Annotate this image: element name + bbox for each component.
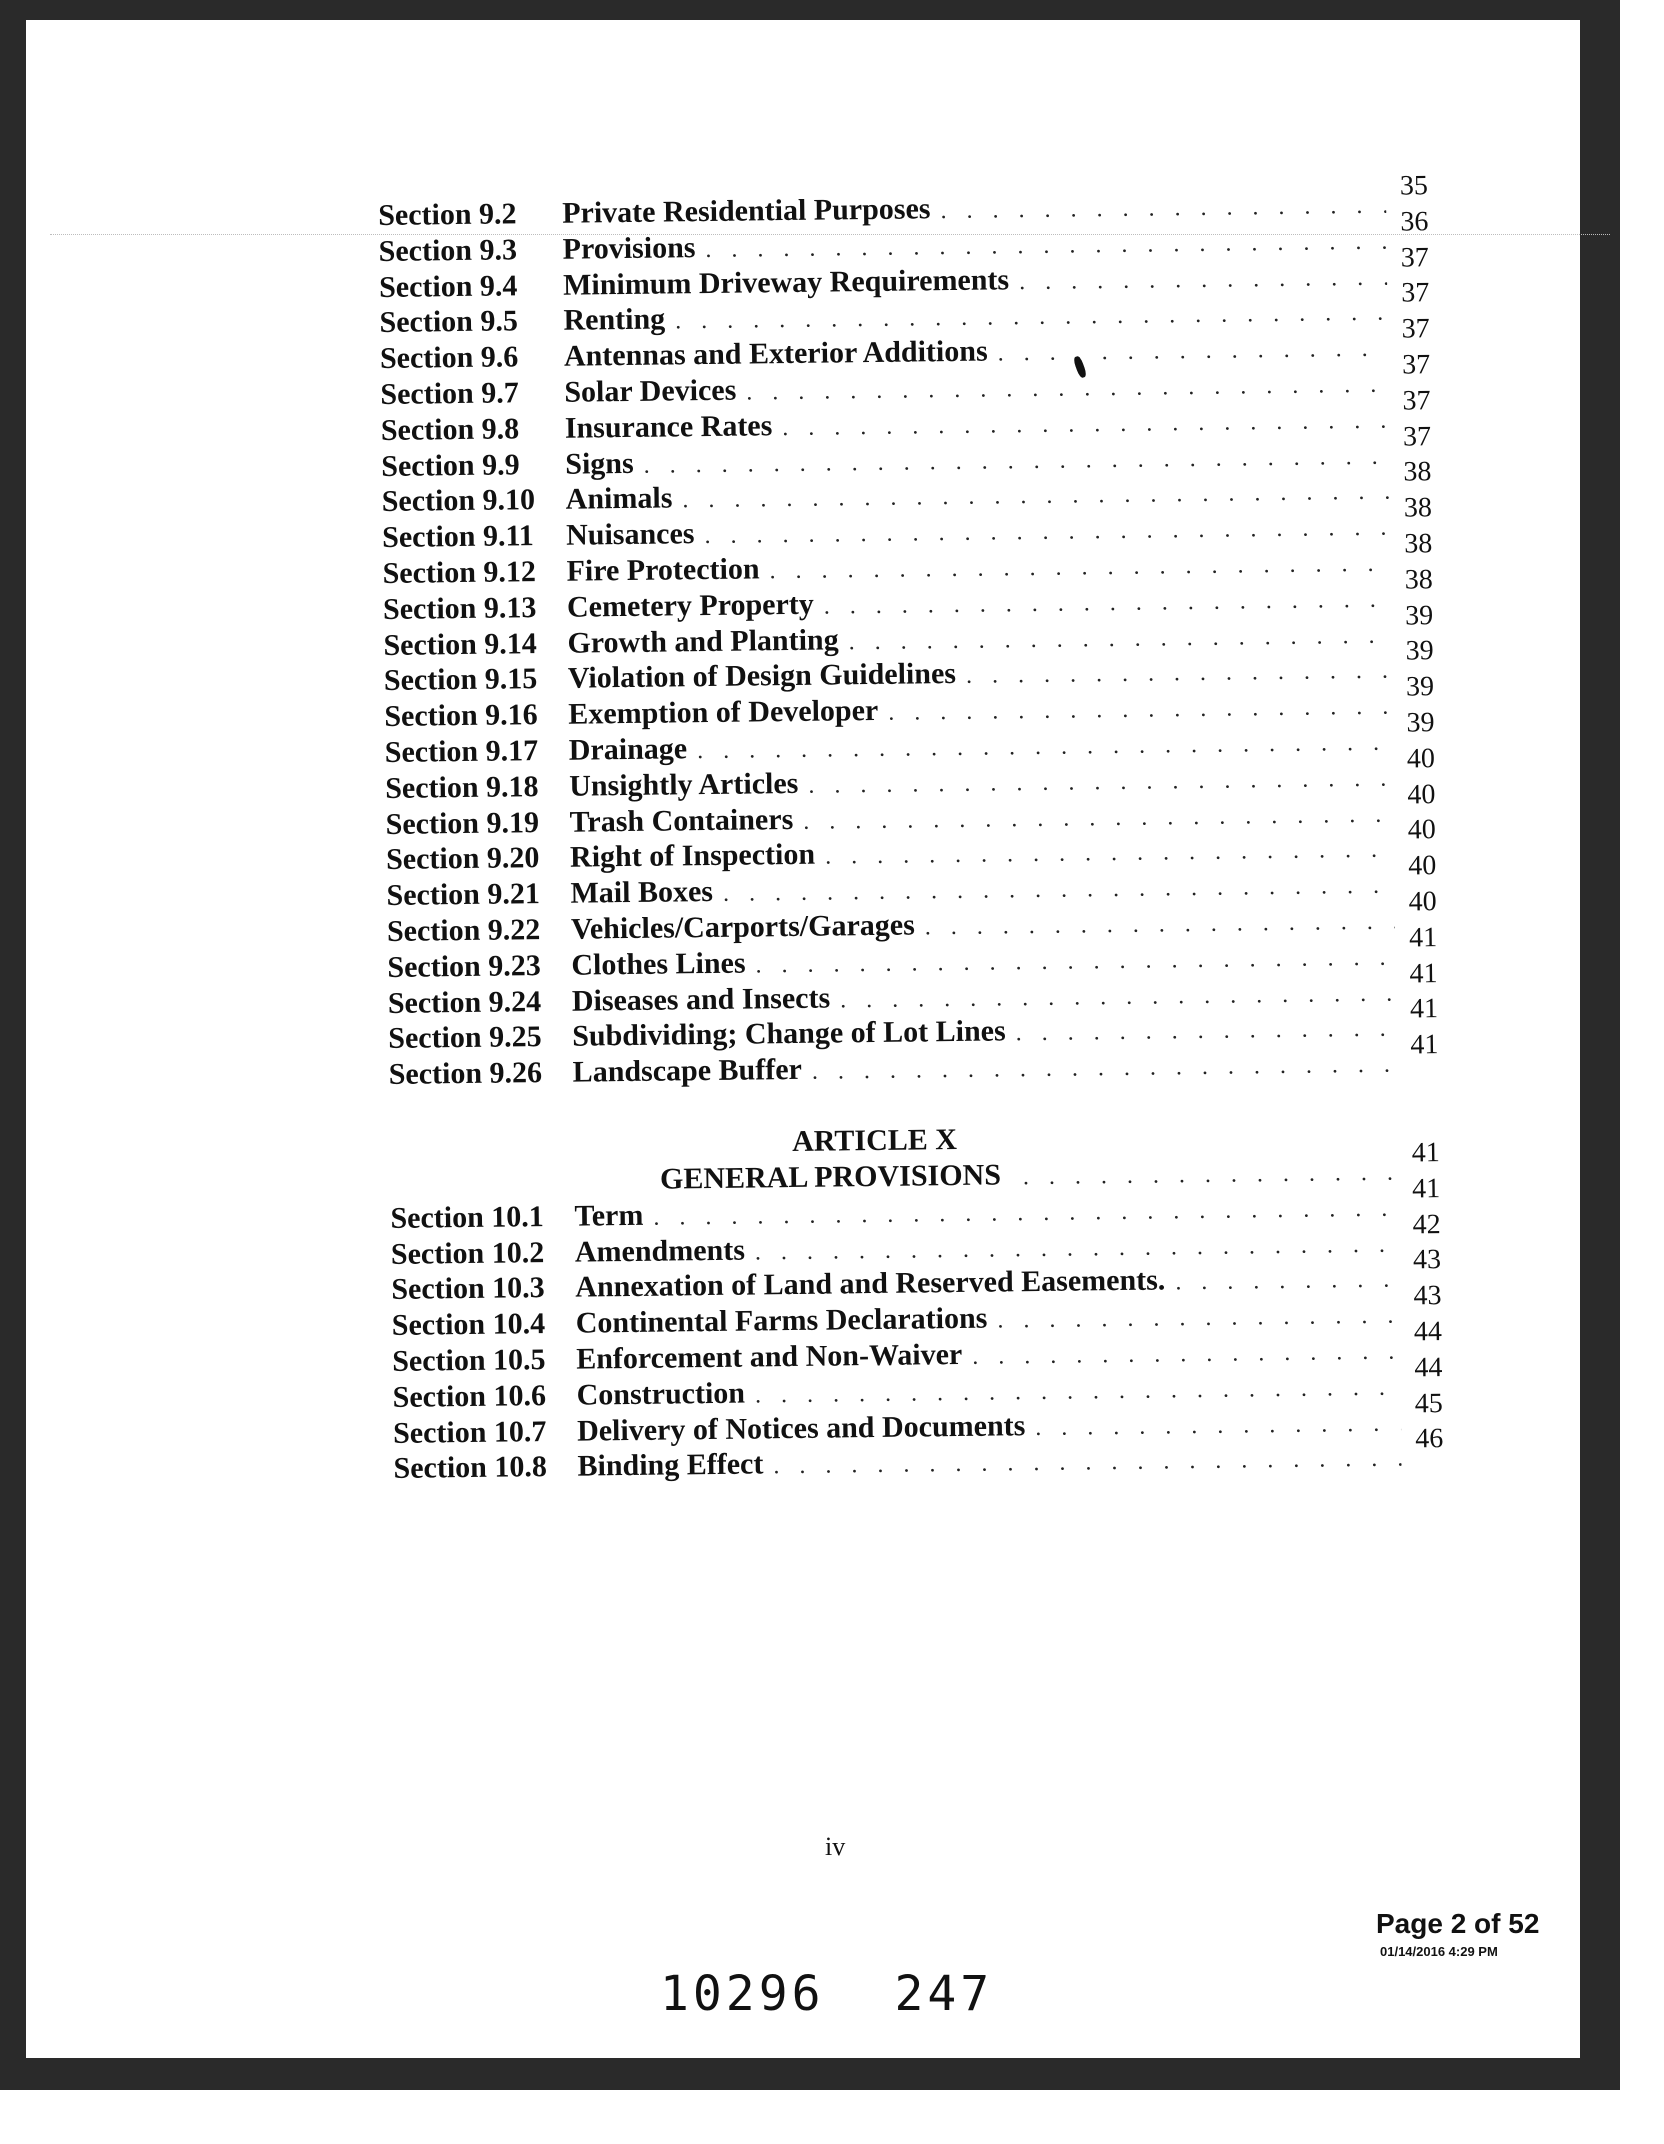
toc-section-number: Section 9.8: [380, 412, 520, 447]
toc-section-number: Section 9.15: [383, 662, 538, 698]
toc-section-title: Delivery of Notices and Documents: [576, 1408, 1026, 1448]
toc-section-title: Solar Devices: [564, 373, 737, 409]
toc-page-number: 38: [1404, 563, 1433, 596]
toc-section-title: Private Residential Purposes: [561, 192, 931, 230]
toc-section-number: Section 9.9: [381, 447, 520, 483]
scan-border-right: [1580, 0, 1620, 2090]
page-count-stamp: Page 2 of 52: [1376, 1908, 1540, 1939]
scan-border-top: [0, 0, 1620, 20]
toc-section-number: Section 9.10: [381, 483, 536, 519]
toc-section-number: Section 9.7: [380, 376, 519, 411]
toc-section-title: Signs: [565, 446, 634, 481]
toc-section-title: Antennas and Exterior Additions: [563, 334, 988, 373]
toc-section-number: Section 9.13: [382, 590, 537, 626]
toc-page-number: 45: [1414, 1387, 1443, 1419]
toc-page-number: 37: [1401, 313, 1430, 345]
toc-page-number: 41: [1411, 1137, 1440, 1169]
toc-page-number: 43: [1413, 1280, 1442, 1312]
scan-border-left: [0, 0, 26, 2090]
toc-section-title: Binding Effect: [577, 1447, 764, 1483]
toc-page-number: 39: [1406, 707, 1435, 739]
stamp-datetime: 01/14/2016 4:29 PM: [1380, 1944, 1498, 1959]
toc-page-number: 39: [1405, 635, 1434, 667]
article-title: GENERAL PROVISIONS: [659, 1158, 1002, 1196]
toc-section-title: Cemetery Property: [566, 587, 815, 624]
toc-section-number: Section 10.1: [390, 1199, 544, 1235]
toc-page-number: 44: [1413, 1315, 1443, 1348]
toc-section-title: Unsightly Articles: [568, 766, 799, 803]
toc-section-number: Section 9.26: [388, 1056, 543, 1092]
toc-section-number: Section 9.19: [385, 805, 540, 841]
toc-section-title: Fire Protection: [566, 552, 760, 588]
toc-section-title: Mail Boxes: [570, 875, 714, 910]
article-heading: ARTICLE X: [791, 1122, 958, 1158]
toc-section-number: Section 10.3: [391, 1271, 545, 1307]
toc-section-number: Section 9.24: [387, 984, 542, 1020]
toc-section-number: Section 9.21: [386, 877, 541, 913]
toc-section-number: Section 9.18: [385, 769, 539, 805]
toc-page-number: 43: [1412, 1244, 1442, 1276]
toc-section-title: Vehicles/Carports/Garages: [570, 908, 915, 946]
book-number: 10296: [660, 1966, 825, 2022]
toc-page-number: 41: [1411, 1172, 1441, 1205]
toc-page-number: 40: [1408, 886, 1437, 918]
toc-page-number: 41: [1409, 957, 1438, 989]
toc-page-number: 37: [1401, 349, 1431, 381]
toc-section-title: Diseases and Insects: [571, 981, 831, 1018]
toc-page-number: 41: [1409, 993, 1439, 1025]
toc-page-number: 39: [1405, 671, 1435, 703]
toc-section-number: Section 10.8: [393, 1450, 548, 1486]
toc-article-ix-sections: [378, 170, 1439, 1093]
toc-section-number: Section 9.5: [379, 304, 519, 340]
toc-page-number: 40: [1407, 814, 1436, 846]
toc-page-number: 42: [1412, 1208, 1441, 1240]
toc-section-number: Section 9.25: [388, 1020, 542, 1056]
toc-section-title: Right of Inspection: [569, 838, 816, 875]
leader-dots: [972, 1335, 1400, 1376]
toc-section-title: Amendments: [574, 1233, 746, 1269]
toc-section-number: Section 9.23: [387, 948, 541, 984]
leader-dots: [1023, 1156, 1398, 1196]
leader-dots: [1035, 1406, 1401, 1446]
toc-section-title: Violation of Design Guidelines: [567, 657, 957, 696]
leader-dots: [1016, 1012, 1397, 1052]
toc-page-number: 46: [1415, 1423, 1444, 1455]
leader-dots: [925, 905, 1396, 947]
toc-section-number: Section 9.16: [384, 698, 538, 734]
toc-section-number: Section 9.17: [384, 734, 539, 769]
toc-section-number: Section 10.6: [392, 1378, 547, 1414]
toc-section-title: Minimum Driveway Requirements: [562, 262, 1010, 302]
toc-section-number: Section 10.7: [392, 1414, 547, 1450]
table-of-contents: [378, 170, 1444, 1487]
toc-section-title: Construction: [576, 1376, 746, 1412]
toc-section-title: Term: [574, 1198, 644, 1233]
toc-page-number: 44: [1414, 1351, 1443, 1384]
scan-border-bottom: [0, 2058, 1620, 2090]
toc-section-title: Subdividing; Change of Lot Lines: [572, 1014, 1006, 1054]
toc-section-title: Drainage: [568, 732, 688, 767]
toc-section-title: Annexation of Land and Reserved Easements.: [575, 1263, 1166, 1304]
book-page-reference: [660, 1966, 993, 2022]
leader-dots: [940, 189, 1386, 230]
toc-section-number: Section 9.6: [379, 340, 519, 376]
toc-section-number: Section 10.2: [390, 1235, 545, 1271]
toc-section-title: Growth and Planting: [567, 622, 839, 660]
toc-page-number: 39: [1404, 599, 1434, 632]
toc-page-number: 41: [1410, 1029, 1439, 1061]
toc-section-number: Section 9.14: [383, 626, 537, 662]
toc-section-number: Section 9.22: [386, 913, 541, 948]
toc-page-number: 37: [1402, 384, 1431, 417]
leader-dots: [966, 654, 1392, 695]
roman-page-number: iv: [825, 1832, 846, 1861]
toc-page-number: 36: [1400, 205, 1429, 238]
toc-page-number: 38: [1403, 492, 1433, 524]
toc-section-number: Section 9.11: [381, 519, 535, 555]
toc-section-number: Section 9.20: [385, 841, 540, 877]
toc-page-number: 37: [1402, 420, 1432, 453]
leader-dots: [1019, 260, 1387, 300]
toc-section-title: Nuisances: [565, 517, 695, 552]
leader-dots: [1175, 1263, 1399, 1302]
leader-dots: [997, 332, 1388, 373]
toc-section-number: Section 9.3: [378, 233, 518, 268]
leader-dots: [997, 1299, 1400, 1340]
toc-section-title: Renting: [563, 302, 666, 338]
toc-page-number: 40: [1408, 850, 1437, 882]
article-x-block: [389, 1116, 1440, 1201]
toc-page-number: 41: [1408, 921, 1438, 954]
toc-section-title: Clothes Lines: [571, 946, 746, 982]
leader-dots: [888, 690, 1392, 732]
toc-section-number: Section 9.2: [378, 197, 517, 232]
toc-page-number: 40: [1406, 742, 1436, 775]
toc-section-number: Section 9.4: [378, 268, 518, 304]
toc-section-number: Section 10.4: [391, 1307, 546, 1343]
toc-page-number: 35: [1399, 170, 1429, 202]
toc-section-title: Provisions: [562, 230, 696, 266]
leader-dots: [773, 1442, 1402, 1485]
toc-section-title: Continental Farms Declarations: [575, 1301, 988, 1340]
toc-section-number: Section 10.5: [392, 1342, 546, 1378]
toc-page-number: 38: [1404, 528, 1433, 560]
toc-section-title: Animals: [565, 481, 673, 517]
toc-section-number: Section 9.12: [382, 555, 537, 590]
toc-section-title: Insurance Rates: [564, 408, 773, 445]
toc-page-number: 37: [1400, 241, 1429, 274]
toc-section-title: Landscape Buffer: [572, 1053, 803, 1089]
leader-dots: [812, 1048, 1397, 1091]
book-page-number: 247: [894, 1966, 994, 2022]
toc-page-number: 37: [1401, 277, 1430, 309]
toc-section-title: Trash Containers: [569, 802, 794, 839]
toc-section-title: Enforcement and Non-Waiver: [575, 1337, 963, 1376]
toc-section-title: Exemption of Developer: [568, 694, 879, 731]
toc-page-number: 40: [1407, 778, 1436, 811]
toc-page-number: 38: [1403, 456, 1432, 488]
